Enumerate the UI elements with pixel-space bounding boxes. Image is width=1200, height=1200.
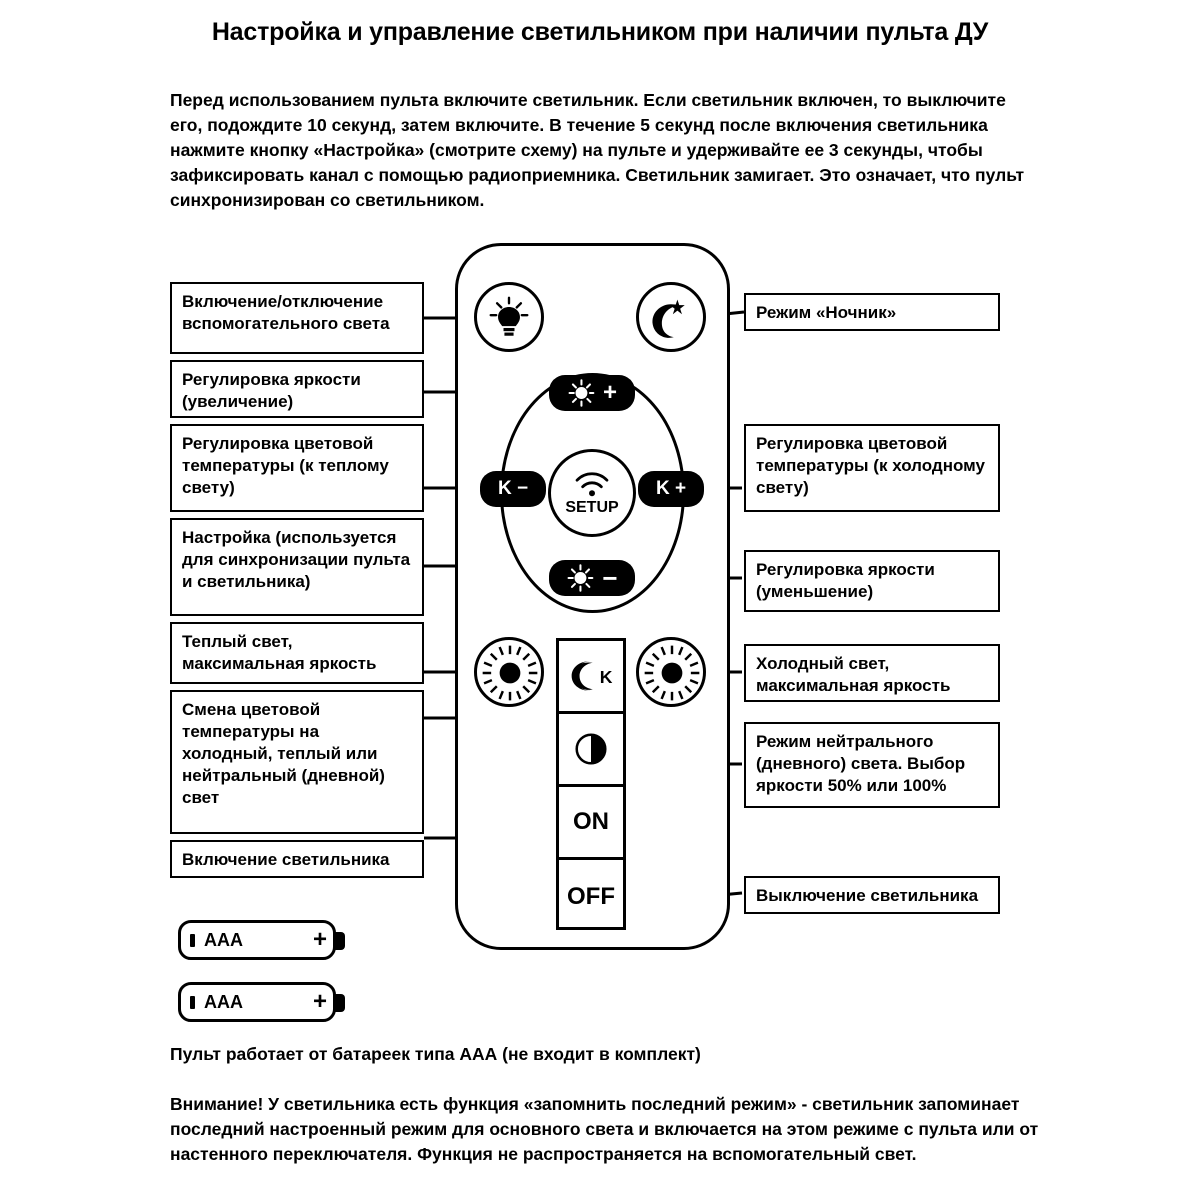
battery-positive-cap — [333, 994, 345, 1012]
battery-negative-terminal — [190, 934, 195, 947]
brightness-up-sign: + — [602, 379, 617, 406]
battery-label: AAA — [204, 991, 243, 1012]
cold-max-button[interactable] — [636, 637, 706, 707]
callout-warm-max-label: Теплый свет, максимальная яркость — [182, 632, 377, 673]
keypad — [556, 638, 626, 930]
callout-temp-switch-label: Смена цветовой температуры на холодный, теплый или нейтральный (дневной) свет — [182, 700, 385, 807]
half-circle-icon — [570, 728, 612, 770]
callout-lamp-off-label: Выключение светильника — [756, 886, 979, 905]
battery-plus-sign: + — [312, 988, 327, 1015]
battery-plus-sign: + — [312, 926, 327, 953]
moon-star-icon — [639, 285, 703, 349]
color-temp-cold-button[interactable] — [638, 471, 704, 507]
color-temp-cold-label: K + — [655, 478, 687, 499]
callout-night-mode — [744, 293, 1000, 331]
battery-note: Пульт работает от батареек типа ААА (не входит в комплект) — [170, 1044, 701, 1064]
callout-brightness-down — [744, 550, 1000, 612]
wifi-icon — [569, 469, 615, 497]
callout-warm-max — [170, 622, 424, 684]
callout-setup — [170, 518, 424, 616]
setup-button[interactable] — [548, 449, 636, 537]
callout-night-mode-label: Режим «Ночник» — [756, 303, 897, 322]
aux-light-button[interactable] — [474, 282, 544, 352]
key-k-text: K — [599, 667, 613, 688]
callout-brightness-down-label: Регулировка яркости (уменьшение) — [756, 560, 935, 601]
callout-temp-warm — [170, 424, 424, 512]
bulb-icon — [477, 285, 541, 349]
callout-brightness-up — [170, 360, 424, 418]
moon-k-icon — [564, 654, 618, 698]
callout-lamp-on — [170, 840, 424, 878]
callout-temp-warm-label: Регулировка цветовой температуры (к теплому свету) — [182, 434, 389, 497]
callout-neutral-mode — [744, 722, 1000, 808]
callout-setup-label: Настройка (используется для синхронизации пульта и светильника) — [182, 528, 411, 591]
battery-label: AAA — [204, 929, 243, 950]
color-temp-warm-label: K − — [497, 478, 529, 499]
night-mode-button[interactable] — [636, 282, 706, 352]
brightness-down-button[interactable] — [549, 560, 635, 596]
callout-temp-switch — [170, 690, 424, 834]
callout-temp-cold — [744, 424, 1000, 512]
key-color-temp[interactable] — [559, 641, 623, 714]
battery-negative-terminal — [190, 996, 195, 1009]
battery-2 — [178, 982, 336, 1022]
callout-temp-cold-label: Регулировка цветовой температуры (к холодному свету) — [756, 434, 985, 497]
sun-rays-icon — [477, 640, 543, 706]
callout-neutral-mode-label: Режим нейтрального (дневного) света. Выбор яркости 50% или 100% — [756, 732, 966, 795]
key-on[interactable]: ON — [559, 787, 623, 860]
callout-cold-max-label: Холодный свет, максимальная яркость — [756, 654, 951, 695]
callout-lamp-off — [744, 876, 1000, 914]
intro-paragraph: Перед использованием пульта включите светильник. Если светильник включен, то выключите его, подождите 10 секунд, затем включите. В течение 5 секунд после включения светильника нажмите кнопку «Настройка» (смотрите схему) на пульте и удерживайте ее 3 секунды, чтобы зафиксировать канал с помощью радиоприемника. Светильник замигает. Это означает, что пульт синхронизирован со светильником. — [170, 90, 1025, 210]
callout-aux-light — [170, 282, 424, 354]
brightness-up-button[interactable] — [549, 375, 635, 411]
brightness-down-sign: − — [602, 563, 618, 593]
sun-icon — [567, 377, 601, 409]
key-off[interactable]: OFF — [567, 882, 615, 910]
key-neutral-mode[interactable] — [559, 714, 623, 787]
color-temp-warm-button[interactable] — [480, 471, 546, 507]
sun-icon — [566, 562, 600, 594]
callout-brightness-up-label: Регулировка яркости (увеличение) — [182, 370, 361, 411]
warm-max-button[interactable] — [474, 637, 544, 707]
battery-positive-cap — [333, 932, 345, 950]
setup-button-label: SETUP — [565, 499, 619, 516]
callout-aux-light-label: Включение/отключение вспомогательного света — [182, 292, 390, 333]
callout-lamp-on-label: Включение светильника — [182, 850, 390, 869]
callout-cold-max — [744, 644, 1000, 702]
battery-1 — [178, 920, 336, 960]
sun-rays-icon — [639, 640, 705, 706]
page-title: Настройка и управление светильником при наличии пульта ДУ — [211, 18, 989, 46]
warning-note: Внимание! У светильника есть функция «запомнить последний режим» - светильник запоминает последний настроенный режим для основного света и включается на этом режиме с пульта или от настенного переключателя. Функция не распространяется на вспомогательный свет. — [170, 1094, 1039, 1164]
